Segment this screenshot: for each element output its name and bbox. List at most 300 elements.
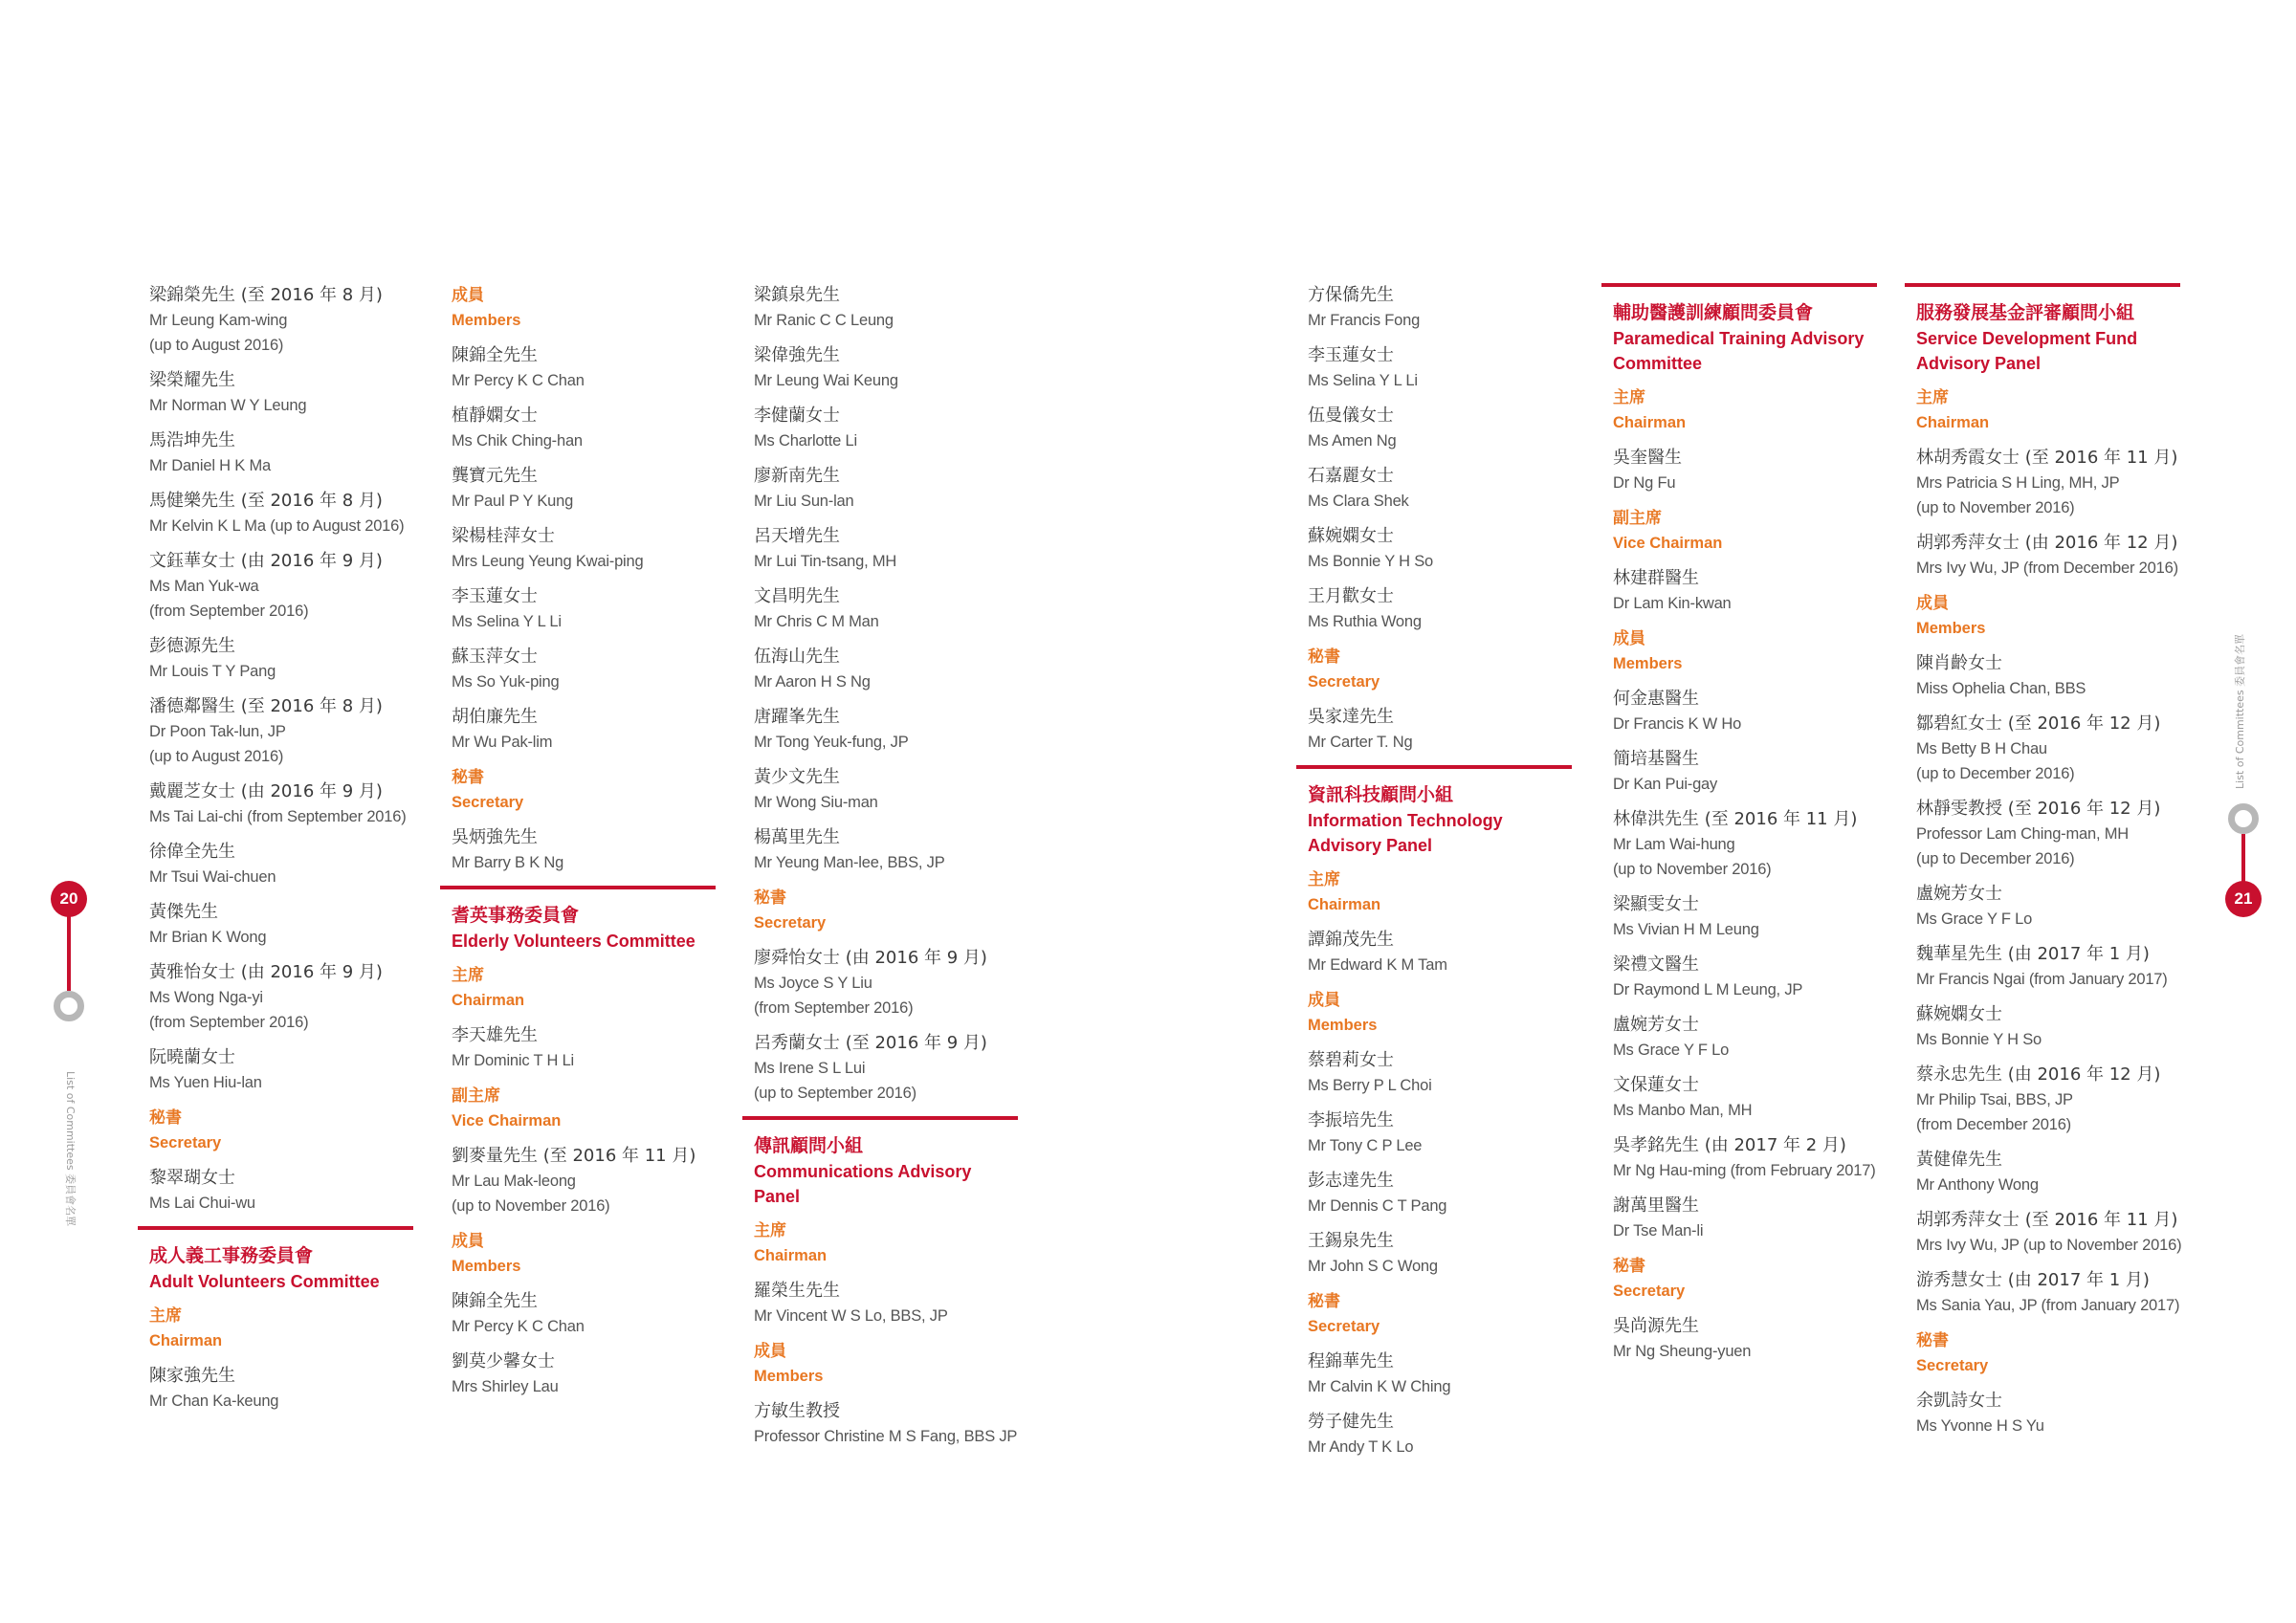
member-name-zh: 林靜雯教授 (至 2016 年 12 月) xyxy=(1916,799,2161,819)
member-entry xyxy=(1916,882,2203,932)
member-name-en: Mr Ng Sheung-yuen xyxy=(1613,1343,1752,1360)
role-heading-zh: 成員 xyxy=(1308,991,1340,1010)
member-name-en: Ms Yuen Hiu-lan xyxy=(149,1074,262,1091)
committee-title-en: Information Technology Advisory Panel xyxy=(1308,811,1503,855)
role-heading-zh: 秘書 xyxy=(149,1108,182,1128)
member-name-en: Ms Wong Nga-yi xyxy=(149,989,263,1006)
committee-heading xyxy=(1601,283,1877,376)
member-name-en: Dr Kan Pui-gay xyxy=(1613,776,1718,793)
role-heading xyxy=(452,283,739,333)
member-name-en: Mr Dominic T H Li xyxy=(452,1052,575,1069)
member-entry xyxy=(754,404,1041,453)
role-heading-en: Vice Chairman xyxy=(1613,535,1723,552)
member-name-zh: 李玉蓮女士 xyxy=(452,586,538,606)
committee-title-zh: 成人義工事務委員會 xyxy=(149,1245,314,1266)
role-heading-zh: 主席 xyxy=(1308,870,1340,889)
member-name-en: (up to August 2016) xyxy=(149,748,284,765)
role-heading xyxy=(754,886,1041,935)
member-entry xyxy=(1916,1148,2203,1197)
member-name-zh: 譚錦茂先生 xyxy=(1308,930,1394,950)
member-entry xyxy=(1308,404,1595,453)
committee-title-en: Elderly Volunteers Committee xyxy=(452,932,695,951)
side-label-en-left: List of Committees xyxy=(64,1071,77,1171)
member-name-en: Ms Vivian H M Leung xyxy=(1613,921,1759,938)
page-marker-line-right xyxy=(2241,834,2245,882)
role-heading xyxy=(149,1106,436,1155)
member-name-en: Dr Poon Tak-lun, JP xyxy=(149,723,286,740)
member-name-zh: 謝萬里醫生 xyxy=(1613,1195,1699,1216)
member-entry xyxy=(1308,524,1595,574)
member-name-en: Mr Francis Ngai (from January 2017) xyxy=(1916,971,2168,988)
member-entry xyxy=(754,283,1041,333)
member-name-en: Mr Lau Mak-leong xyxy=(452,1173,576,1190)
member-name-zh: 羅榮生先生 xyxy=(754,1281,840,1301)
member-entry xyxy=(1916,1002,2203,1052)
member-name-en: Dr Raymond L M Leung, JP xyxy=(1613,981,1803,998)
member-name-en: Ms So Yuk-ping xyxy=(452,673,560,691)
member-name-zh: 何金惠醫生 xyxy=(1613,689,1699,709)
member-name-zh: 勞子健先生 xyxy=(1308,1412,1394,1432)
role-heading xyxy=(1613,385,1900,435)
page-marker-ring-right xyxy=(2228,803,2259,834)
member-name-en: Dr Francis K W Ho xyxy=(1613,715,1742,733)
member-name-en: Mr Aaron H S Ng xyxy=(754,673,871,691)
member-name-en: Ms Lai Chui-wu xyxy=(149,1195,255,1212)
role-heading xyxy=(1308,1289,1595,1339)
member-entry xyxy=(1613,892,1900,942)
member-name-en: Ms Chik Ching-han xyxy=(452,432,583,450)
member-name-en: Ms Berry P L Choi xyxy=(1308,1077,1432,1094)
member-name-en: Mr Paul P Y Kung xyxy=(452,493,574,510)
member-entry xyxy=(149,1045,436,1095)
member-name-en: (up to November 2016) xyxy=(452,1197,610,1215)
member-name-en: Mr Percy K C Chan xyxy=(452,1318,585,1335)
member-name-zh: 呂秀蘭女士 (至 2016 年 9 月) xyxy=(754,1033,987,1053)
role-heading xyxy=(1308,645,1595,694)
role-heading-zh: 成員 xyxy=(452,286,484,305)
member-name-en: Mr Liu Sun-lan xyxy=(754,493,854,510)
member-entry xyxy=(754,946,1041,1020)
column-4 xyxy=(1308,283,1595,1470)
member-name-zh: 蘇婉嫻女士 xyxy=(1308,526,1394,546)
member-name-en: Miss Ophelia Chan, BBS xyxy=(1916,680,2086,697)
role-heading xyxy=(452,963,739,1013)
member-entry xyxy=(149,1166,436,1216)
member-name-en: Mr Wong Siu-man xyxy=(754,794,878,811)
member-name-zh: 魏華星先生 (由 2017 年 1 月) xyxy=(1916,944,2150,964)
member-name-en: Mr Percy K C Chan xyxy=(452,372,585,389)
member-name-zh: 林胡秀霞女士 (至 2016 年 11 月) xyxy=(1916,448,2178,468)
member-name-en: Ms Sania Yau, JP (from January 2017) xyxy=(1916,1297,2180,1314)
member-name-en: Mr Carter T. Ng xyxy=(1308,734,1413,751)
member-entry xyxy=(754,645,1041,694)
role-heading xyxy=(1916,591,2203,641)
committee-heading xyxy=(440,886,716,954)
member-name-zh: 彭志達先生 xyxy=(1308,1171,1394,1191)
member-name-en: Ms Bonnie Y H So xyxy=(1916,1031,2042,1048)
member-name-en: Ms Yvonne H S Yu xyxy=(1916,1417,2044,1435)
member-entry xyxy=(754,524,1041,574)
committee-title-zh: 資訊科技顧問小組 xyxy=(1308,784,1454,805)
member-entry xyxy=(1308,283,1595,333)
role-heading xyxy=(452,1084,739,1133)
member-name-zh: 黎翠瑚女士 xyxy=(149,1168,235,1188)
member-name-en: Ms Man Yuk-wa xyxy=(149,578,259,595)
member-name-zh: 李健蘭女士 xyxy=(754,406,840,426)
member-entry xyxy=(1916,531,2203,581)
member-name-zh: 戴麗芝女士 (由 2016 年 9 月) xyxy=(149,781,383,801)
member-entry xyxy=(1308,705,1595,755)
member-name-zh: 彭德源先生 xyxy=(149,636,235,656)
page-marker-line-left xyxy=(67,916,71,991)
member-name-en: (up to November 2016) xyxy=(1916,499,2075,516)
role-heading xyxy=(1916,385,2203,435)
member-name-zh: 李振培先生 xyxy=(1308,1110,1394,1130)
member-name-zh: 黃雅怡女士 (由 2016 年 9 月) xyxy=(149,962,383,982)
member-name-en: Ms Tai Lai-chi (from September 2016) xyxy=(149,808,407,825)
member-entry xyxy=(149,779,436,829)
member-name-zh: 胡伯廉先生 xyxy=(452,707,538,727)
member-entry xyxy=(1916,797,2203,871)
member-entry xyxy=(1308,1048,1595,1098)
member-entry xyxy=(1916,712,2203,786)
member-name-zh: 王錫泉先生 xyxy=(1308,1231,1394,1251)
member-name-zh: 梁顯雯女士 xyxy=(1613,894,1699,914)
member-name-zh: 梁鎮泉先生 xyxy=(754,285,840,305)
role-heading-zh: 秘書 xyxy=(1308,1292,1340,1311)
member-entry xyxy=(1308,1108,1595,1158)
member-name-zh: 吳孝銘先生 (由 2017 年 2 月) xyxy=(1613,1135,1846,1155)
member-name-zh: 伍曼儀女士 xyxy=(1308,406,1394,426)
role-heading xyxy=(1613,506,1900,556)
member-name-en: Mrs Ivy Wu, JP (from December 2016) xyxy=(1916,559,2178,577)
member-name-en: Mr Leung Kam-wing xyxy=(149,312,288,329)
column-2 xyxy=(452,283,739,1410)
role-heading-en: Secretary xyxy=(149,1134,222,1151)
member-name-zh: 黃健偉先生 xyxy=(1916,1150,2002,1170)
member-name-zh: 梁榮耀先生 xyxy=(149,370,235,390)
member-name-en: Ms Grace Y F Lo xyxy=(1916,910,2033,928)
member-name-en: Mr Vincent W S Lo, BBS, JP xyxy=(754,1307,948,1325)
role-heading-zh: 成員 xyxy=(452,1232,484,1251)
member-entry xyxy=(1308,343,1595,393)
role-heading-en: Chairman xyxy=(1916,414,1990,431)
member-name-en: Mrs Patricia S H Ling, MH, JP xyxy=(1916,474,2120,492)
role-heading-en: Secretary xyxy=(452,794,524,811)
member-entry xyxy=(1613,1073,1900,1123)
member-name-en: Ms Joyce S Y Liu xyxy=(754,975,872,992)
side-label-zh-right: 委員會名單 xyxy=(2234,633,2246,687)
role-heading-zh: 秘書 xyxy=(754,888,786,908)
member-name-en: Mr Daniel H K Ma xyxy=(149,457,271,474)
member-name-en: Mr Chris C M Man xyxy=(754,613,879,630)
member-entry xyxy=(1613,687,1900,736)
member-name-en: Mr Norman W Y Leung xyxy=(149,397,307,414)
member-name-zh: 盧婉芳女士 xyxy=(1613,1015,1699,1035)
member-name-zh: 黃傑先生 xyxy=(149,902,218,922)
role-heading xyxy=(1613,626,1900,676)
member-entry xyxy=(452,343,739,393)
member-entry xyxy=(754,584,1041,634)
role-heading-en: Chairman xyxy=(149,1332,223,1349)
member-entry xyxy=(1308,1229,1595,1279)
member-name-zh: 王月歡女士 xyxy=(1308,586,1394,606)
member-name-en: Ms Clara Shek xyxy=(1308,493,1409,510)
committee-title-zh: 耆英事務委員會 xyxy=(452,905,580,926)
role-heading xyxy=(1308,867,1595,917)
member-name-en: Mr Lam Wai-hung xyxy=(1613,836,1735,853)
member-name-zh: 蔡碧莉女士 xyxy=(1308,1050,1394,1070)
role-heading-zh: 成員 xyxy=(1916,594,1949,613)
member-entry xyxy=(452,1349,739,1399)
member-name-en: Ms Ruthia Wong xyxy=(1308,613,1422,630)
member-entry xyxy=(149,694,436,769)
member-entry xyxy=(149,368,436,418)
member-name-en: Mrs Leung Yeung Kwai-ping xyxy=(452,553,644,570)
member-name-en: Dr Tse Man-li xyxy=(1613,1222,1704,1239)
member-name-en: (up to August 2016) xyxy=(149,337,284,354)
page-number-left: 20 xyxy=(51,881,87,917)
member-entry xyxy=(452,1289,739,1339)
member-name-en: Dr Ng Fu xyxy=(1613,474,1676,492)
member-entry xyxy=(1916,446,2203,520)
member-name-en: Ms Betty B H Chau xyxy=(1916,740,2047,757)
member-name-zh: 石嘉麗女士 xyxy=(1308,466,1394,486)
member-entry xyxy=(1916,1268,2203,1318)
member-entry xyxy=(754,464,1041,514)
member-entry xyxy=(1916,942,2203,992)
member-name-en: Mr Edward K M Tam xyxy=(1308,956,1447,974)
member-name-zh: 方敏生教授 xyxy=(754,1401,840,1421)
role-heading-en: Secretary xyxy=(1308,673,1380,691)
role-heading-zh: 主席 xyxy=(1613,388,1645,407)
member-name-en: Ms Selina Y L Li xyxy=(1308,372,1418,389)
member-name-zh: 阮曉蘭女士 xyxy=(149,1047,235,1067)
member-name-en: Ms Amen Ng xyxy=(1308,432,1397,450)
role-heading-en: Chairman xyxy=(1613,414,1687,431)
member-name-zh: 簡培基醫生 xyxy=(1613,749,1699,769)
member-name-zh: 梁錦榮先生 (至 2016 年 8 月) xyxy=(149,285,383,305)
member-name-zh: 吳尚源先生 xyxy=(1613,1316,1699,1336)
role-heading-zh: 成員 xyxy=(1613,629,1645,648)
role-heading-en: Secretary xyxy=(1308,1318,1380,1335)
member-entry xyxy=(149,960,436,1035)
member-name-zh: 方保僑先生 xyxy=(1308,285,1394,305)
member-name-zh: 文鈺華女士 (由 2016 年 9 月) xyxy=(149,551,383,571)
member-name-zh: 李天雄先生 xyxy=(452,1025,538,1045)
role-heading-zh: 秘書 xyxy=(1916,1331,1949,1350)
member-entry xyxy=(452,404,739,453)
member-name-zh: 梁偉強先生 xyxy=(754,345,840,365)
member-name-zh: 盧婉芳女士 xyxy=(1916,884,2002,904)
member-name-zh: 馬健樂先生 (至 2016 年 8 月) xyxy=(149,491,383,511)
member-entry xyxy=(1916,1063,2203,1137)
member-name-en: (up to September 2016) xyxy=(754,1085,916,1102)
member-entry xyxy=(149,900,436,950)
member-entry xyxy=(149,283,436,358)
role-heading-zh: 秘書 xyxy=(1613,1257,1645,1276)
member-entry xyxy=(1613,807,1900,882)
role-heading xyxy=(754,1218,1041,1268)
role-heading-en: Members xyxy=(452,1258,521,1275)
member-name-en: Mr Brian K Wong xyxy=(149,929,267,946)
member-name-en: Mr John S C Wong xyxy=(1308,1258,1438,1275)
member-entry xyxy=(1613,953,1900,1002)
member-name-zh: 李玉蓮女士 xyxy=(1308,345,1394,365)
committee-title-zh: 輔助醫護訓練顧問委員會 xyxy=(1613,302,1814,323)
member-name-zh: 馬浩坤先生 xyxy=(149,430,235,450)
member-name-zh: 程錦華先生 xyxy=(1308,1351,1394,1371)
member-name-zh: 植靜嫻女士 xyxy=(452,406,538,426)
member-entry xyxy=(1613,1314,1900,1364)
member-name-zh: 伍海山先生 xyxy=(754,647,840,667)
page-marker-ring-left xyxy=(54,991,84,1021)
member-name-zh: 廖舜怡女士 (由 2016 年 9 月) xyxy=(754,948,987,968)
member-name-en: Mrs Shirley Lau xyxy=(452,1378,559,1395)
role-heading-en: Members xyxy=(452,312,521,329)
member-name-en: Mr Louis T Y Pang xyxy=(149,663,276,680)
side-label-left xyxy=(63,1071,77,1226)
member-entry xyxy=(1308,584,1595,634)
role-heading-en: Chairman xyxy=(1308,896,1381,913)
member-entry xyxy=(754,1279,1041,1328)
member-name-en: (up to December 2016) xyxy=(1916,765,2075,782)
member-entry xyxy=(1916,1389,2203,1438)
committee-heading xyxy=(742,1116,1018,1209)
member-entry xyxy=(452,825,739,875)
member-entry xyxy=(754,1031,1041,1106)
member-name-zh: 廖新南先生 xyxy=(754,466,840,486)
member-entry xyxy=(149,489,436,538)
role-heading-zh: 主席 xyxy=(1916,388,1949,407)
member-entry xyxy=(452,464,739,514)
member-name-zh: 胡郭秀萍女士 (由 2016 年 12 月) xyxy=(1916,533,2178,553)
member-name-zh: 胡郭秀萍女士 (至 2016 年 11 月) xyxy=(1916,1210,2178,1230)
role-heading-zh: 主席 xyxy=(452,966,484,985)
side-label-right xyxy=(2234,634,2247,789)
member-name-zh: 楊萬里先生 xyxy=(754,827,840,847)
member-entry xyxy=(1613,747,1900,797)
member-name-zh: 呂天增先生 xyxy=(754,526,840,546)
member-name-zh: 吳家達先生 xyxy=(1308,707,1394,727)
member-name-zh: 陳錦全先生 xyxy=(452,345,538,365)
member-entry xyxy=(1308,464,1595,514)
member-name-zh: 余凱詩女士 xyxy=(1916,1391,2002,1411)
member-name-en: Mr Wu Pak-lim xyxy=(452,734,553,751)
member-entry xyxy=(452,645,739,694)
member-entry xyxy=(452,524,739,574)
member-name-en: (up to November 2016) xyxy=(1613,861,1772,878)
member-name-en: Mr Anthony Wong xyxy=(1916,1176,2039,1194)
member-name-en: (up to December 2016) xyxy=(1916,850,2075,867)
member-name-en: Mr Ranic C C Leung xyxy=(754,312,894,329)
side-label-en-right: List of Committees xyxy=(2234,690,2246,789)
member-name-en: Professor Lam Ching-man, MH xyxy=(1916,825,2130,843)
member-name-zh: 潘德鄰醫生 (至 2016 年 8 月) xyxy=(149,696,383,716)
member-entry xyxy=(1613,1013,1900,1063)
role-heading xyxy=(1916,1328,2203,1378)
member-entry xyxy=(754,765,1041,815)
role-heading xyxy=(149,1304,436,1353)
member-entry xyxy=(1613,566,1900,616)
member-name-zh: 劉麥量先生 (至 2016 年 11 月) xyxy=(452,1146,696,1166)
committee-heading xyxy=(1905,283,2180,376)
member-entry xyxy=(1308,1349,1595,1399)
committee-title-en: Paramedical Training Advisory Committee xyxy=(1613,329,1865,373)
role-heading-en: Members xyxy=(754,1368,824,1385)
member-name-zh: 文保蓮女士 xyxy=(1613,1075,1699,1095)
member-name-en: (from September 2016) xyxy=(754,999,914,1017)
role-heading-en: Vice Chairman xyxy=(452,1112,562,1130)
column-1 xyxy=(149,283,436,1424)
member-name-en: Ms Charlotte Li xyxy=(754,432,857,450)
member-entry xyxy=(149,428,436,478)
member-name-en: Mr Tony C P Lee xyxy=(1308,1137,1423,1154)
member-entry xyxy=(452,705,739,755)
member-name-zh: 龔寶元先生 xyxy=(452,466,538,486)
committee-title-en: Communications Advisory Panel xyxy=(754,1162,972,1206)
role-heading-en: Chairman xyxy=(754,1247,828,1264)
member-entry xyxy=(452,1023,739,1073)
committee-heading xyxy=(1296,765,1572,858)
role-heading xyxy=(1308,988,1595,1038)
role-heading xyxy=(1613,1254,1900,1304)
committee-title-zh: 傳訊顧問小組 xyxy=(754,1135,864,1156)
member-name-en: Mr Ng Hau-ming (from February 2017) xyxy=(1613,1162,1876,1179)
member-name-en: Mr Chan Ka-keung xyxy=(149,1393,279,1410)
member-name-zh: 陳家強先生 xyxy=(149,1366,235,1386)
member-entry xyxy=(149,549,436,624)
member-name-zh: 陳肖齡女士 xyxy=(1916,653,2002,673)
member-entry xyxy=(149,840,436,889)
member-entry xyxy=(149,634,436,684)
role-heading-en: Chairman xyxy=(452,992,525,1009)
role-heading-zh: 主席 xyxy=(149,1306,182,1326)
member-name-zh: 梁楊桂萍女士 xyxy=(452,526,555,546)
member-name-en: (from September 2016) xyxy=(149,603,309,620)
role-heading-en: Secretary xyxy=(1613,1283,1686,1300)
side-label-zh-left: 委員會名單 xyxy=(64,1173,77,1227)
member-entry xyxy=(754,825,1041,875)
committee-heading xyxy=(138,1226,413,1294)
member-name-en: Ms Grace Y F Lo xyxy=(1613,1042,1730,1059)
member-name-en: Mr Tong Yeuk-fung, JP xyxy=(754,734,909,751)
member-name-zh: 林建群醫生 xyxy=(1613,568,1699,588)
member-name-zh: 文昌明先生 xyxy=(754,586,840,606)
role-heading-zh: 成員 xyxy=(754,1342,786,1361)
role-heading xyxy=(452,1229,739,1279)
column-6 xyxy=(1916,283,2203,1449)
member-entry xyxy=(452,1144,739,1218)
role-heading-en: Secretary xyxy=(1916,1357,1989,1374)
member-name-zh: 黃少文先生 xyxy=(754,767,840,787)
member-name-en: (from December 2016) xyxy=(1916,1116,2071,1133)
role-heading-en: Members xyxy=(1613,655,1683,672)
member-entry xyxy=(754,1399,1041,1449)
member-name-en: Mr Francis Fong xyxy=(1308,312,1421,329)
role-heading-zh: 副主席 xyxy=(1613,509,1662,528)
member-name-en: Mr Lui Tin-tsang, MH xyxy=(754,553,897,570)
member-name-zh: 林偉洪先生 (至 2016 年 11 月) xyxy=(1613,809,1858,829)
member-entry xyxy=(1613,1133,1900,1183)
page-number-right: 21 xyxy=(2225,881,2262,917)
member-name-zh: 蘇玉萍女士 xyxy=(452,647,538,667)
member-name-en: Mrs Ivy Wu, JP (up to November 2016) xyxy=(1916,1237,2182,1254)
role-heading-en: Members xyxy=(1916,620,1986,637)
member-name-en: (from September 2016) xyxy=(149,1014,309,1031)
member-entry xyxy=(754,343,1041,393)
role-heading-zh: 秘書 xyxy=(452,768,484,787)
